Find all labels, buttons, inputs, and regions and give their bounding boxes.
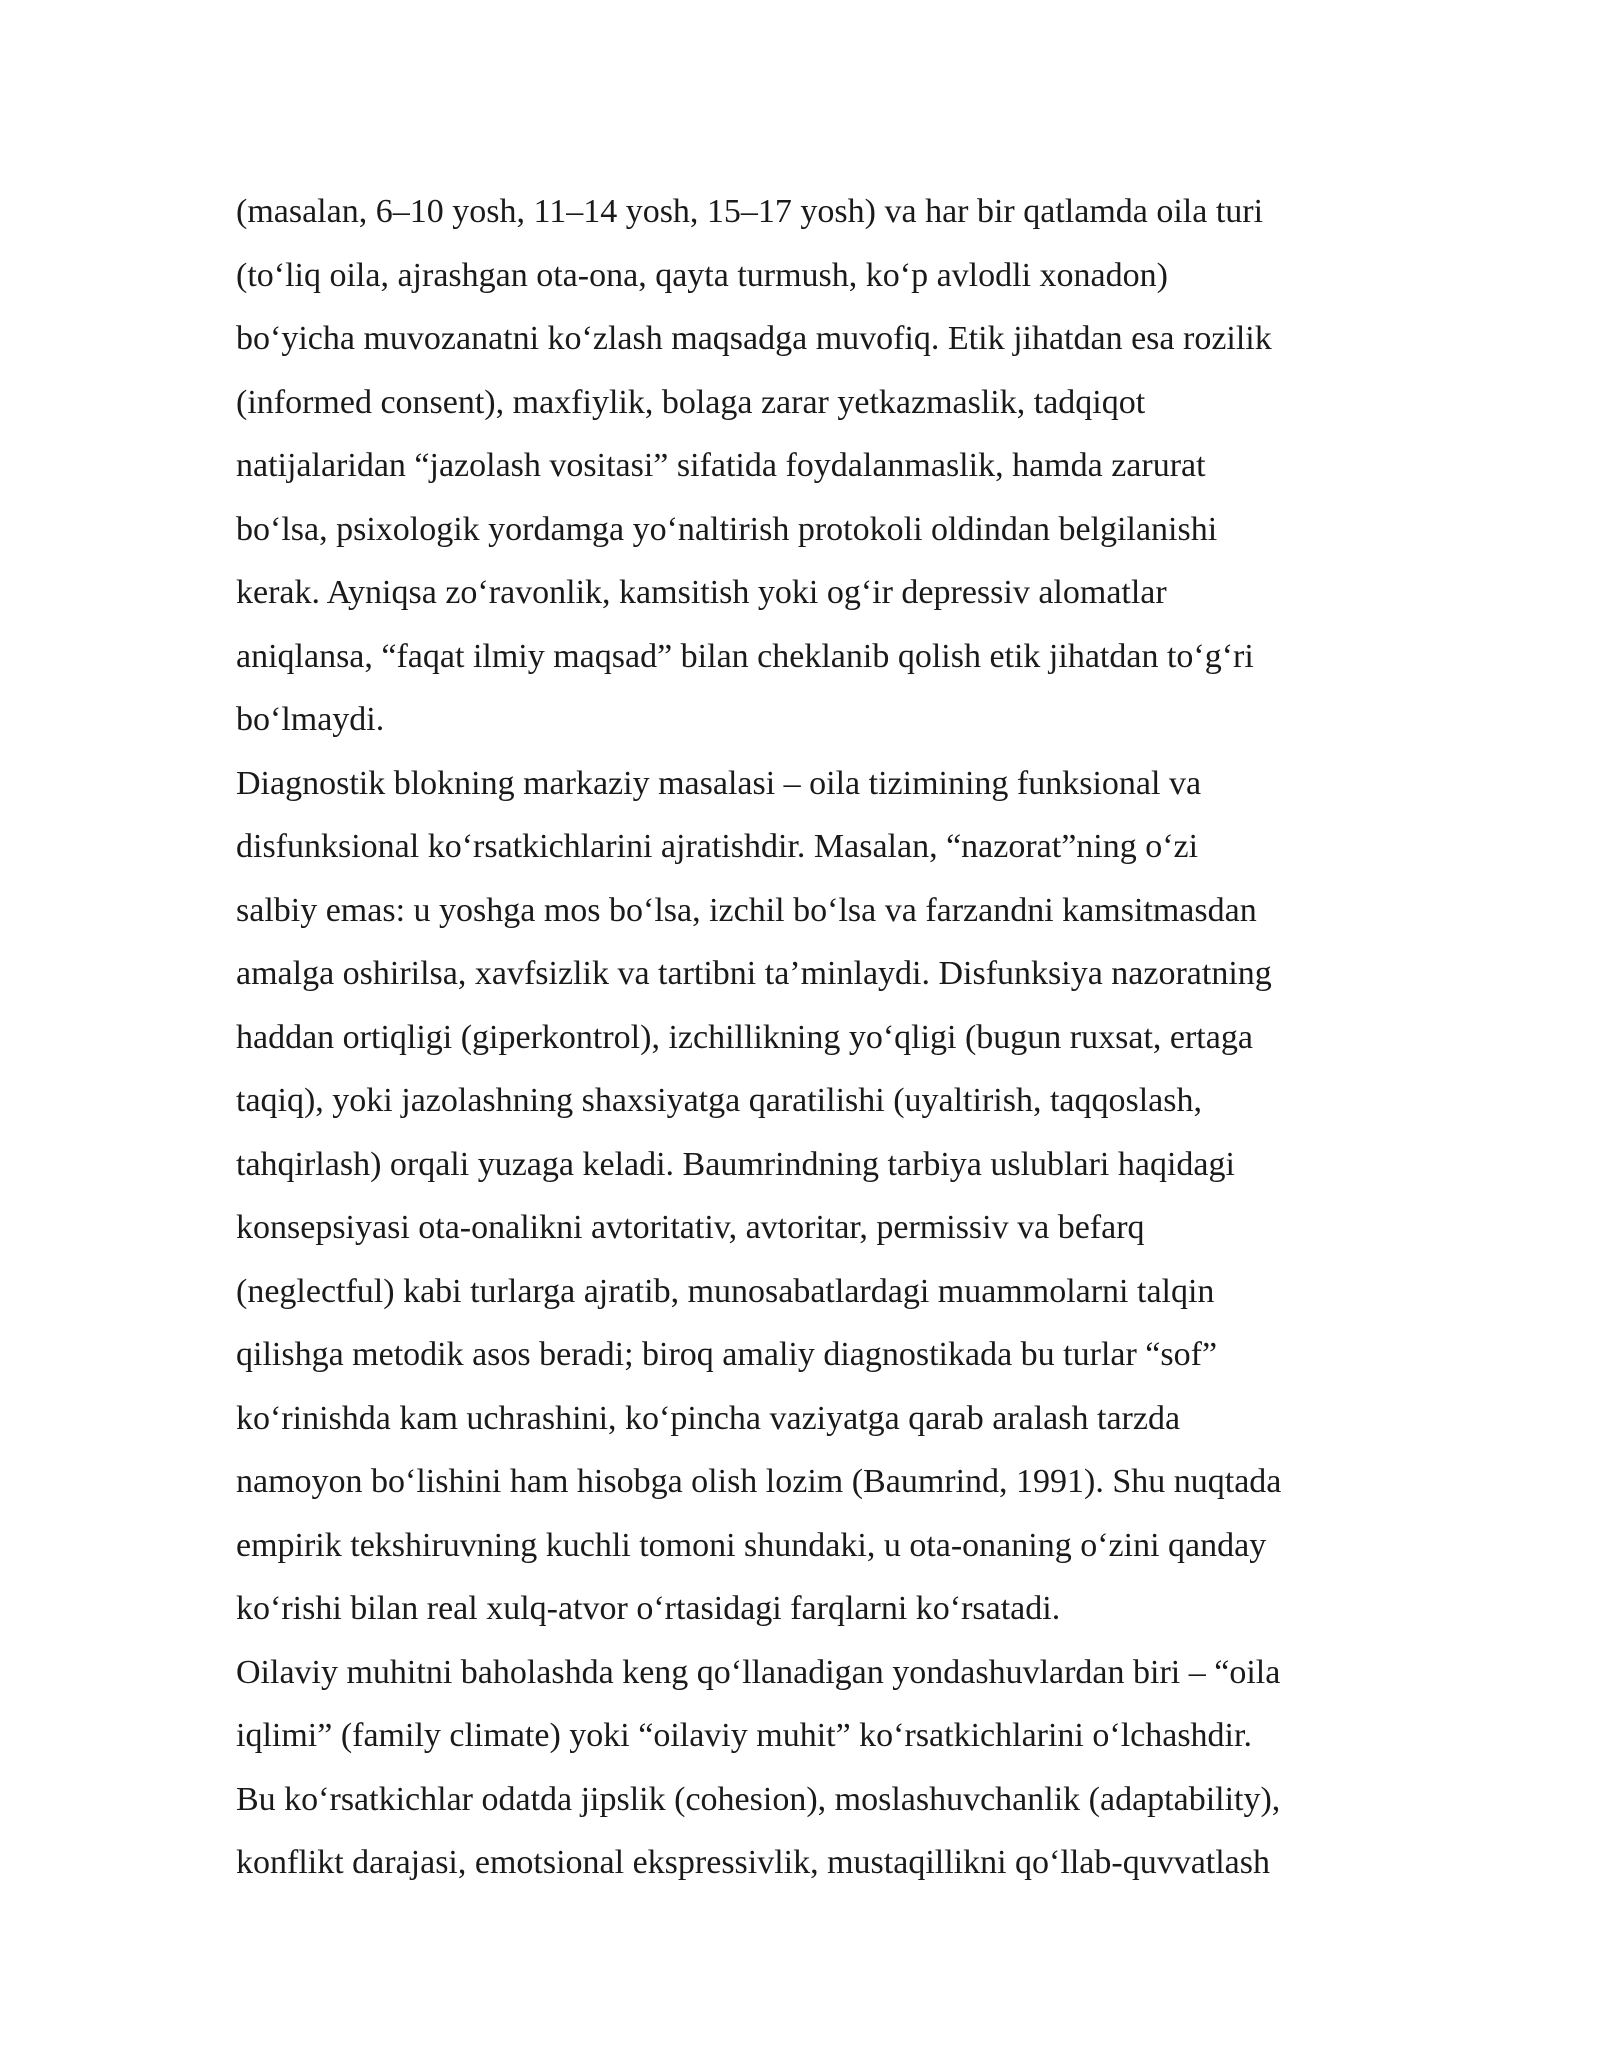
text-line: tahqirlash) orqali yuzaga keladi. Baumrindning tarbiya uslublari haqidagi	[236, 1145, 1235, 1183]
text-line: taqiq), yoki jazolashning shaxsiyatga qaratilishi (uyaltirish, taqqoslash,	[236, 1082, 1202, 1119]
text-line: (informed consent), maxfiylik, bolaga zarar yetkazmaslik, tadqiqot	[236, 383, 1146, 421]
text-line: qilishga metodik asos beradi; biroq amaliy diagnostikada bu turlar “sof”	[236, 1336, 1218, 1373]
body-text	[236, 180, 1396, 1895]
text-line: ko‘rinishda kam uchrashini, ko‘pincha vaziyatga qarab aralash tarzda	[236, 1399, 1181, 1437]
text-line: haddan ortiqligi (giperkontrol), izchillikning yo‘qligi (bugun ruxsat, ertaga	[236, 1018, 1253, 1056]
text-line: amalga oshirilsa, xavfsizlik va tartibni ta’minlaydi. Disfunksiya nazoratning	[236, 955, 1272, 992]
text-line: aniqlansa, “faqat ilmiy maqsad” bilan cheklanib qolish etik jihatdan to‘g‘ri	[236, 637, 1254, 675]
text-line: (neglectful) kabi turlarga ajratib, munosabatlardagi muammolarni talqin	[236, 1272, 1215, 1310]
text-line: natijalaridan “jazolash vositasi” sifatida foydalanmaslik, hamda zarurat	[236, 447, 1206, 484]
text-line: (masalan, 6–10 yosh, 11–14 yosh, 15–17 yosh) va har bir qatlamda oila turi	[236, 193, 1264, 230]
text-line: Bu ko‘rsatkichlar odatda jipslik (cohesion), moslashuvchanlik (adaptability),	[236, 1780, 1281, 1818]
text-line: (to‘liq oila, ajrashgan ota-ona, qayta turmush, ko‘p avlodli xonadon)	[236, 256, 1168, 294]
text-line: iqlimi” (family climate) yoki “oilaviy muhit” ko‘rsatkichlarini o‘lchashdir.	[236, 1717, 1252, 1754]
text-line: bo‘lsa, psixologik yordamga yo‘naltirish protokoli oldindan belgilanishi	[236, 510, 1218, 548]
text-line: ko‘rishi bilan real xulq-atvor o‘rtasidagi farqlarni ko‘rsatadi.	[236, 1590, 1061, 1627]
text-line: bo‘yicha muvozanatni ko‘zlash maqsadga muvofiq. Etik jihatdan esa rozilik	[236, 320, 1272, 357]
text-line: salbiy emas: u yoshga mos bo‘lsa, izchil bo‘lsa va farzandni kamsitmasdan	[236, 891, 1257, 929]
text-line: empirik tekshiruvning kuchli tomoni shundaki, u ota-onaning o‘zini qanday	[236, 1526, 1267, 1564]
text-line: Oilaviy muhitni baholashda keng qo‘llanadigan yondashuvlardan biri – “oila	[236, 1653, 1281, 1691]
text-line: kerak. Ayniqsa zo‘ravonlik, kamsitish yoki og‘ir depressiv alomatlar	[236, 574, 1167, 611]
text-line: disfunksional ko‘rsatkichlarini ajratishdir. Masalan, “nazorat”ning o‘zi	[236, 828, 1199, 865]
text-line: konsepsiyasi ota-onalikni avtoritativ, avtoritar, permissiv va befarq	[236, 1209, 1145, 1246]
text-line: konflikt darajasi, emotsional ekspressivlik, mustaqillikni qo‘llab-quvvatlash	[236, 1844, 1270, 1881]
text-line: namoyon bo‘lishini ham hisobga olish lozim (Baumrind, 1991). Shu nuqtada	[236, 1463, 1282, 1500]
text-line: bo‘lmaydi.	[236, 701, 385, 738]
text-line: Diagnostik blokning markaziy masalasi – oila tizimining funksional va	[236, 764, 1202, 802]
